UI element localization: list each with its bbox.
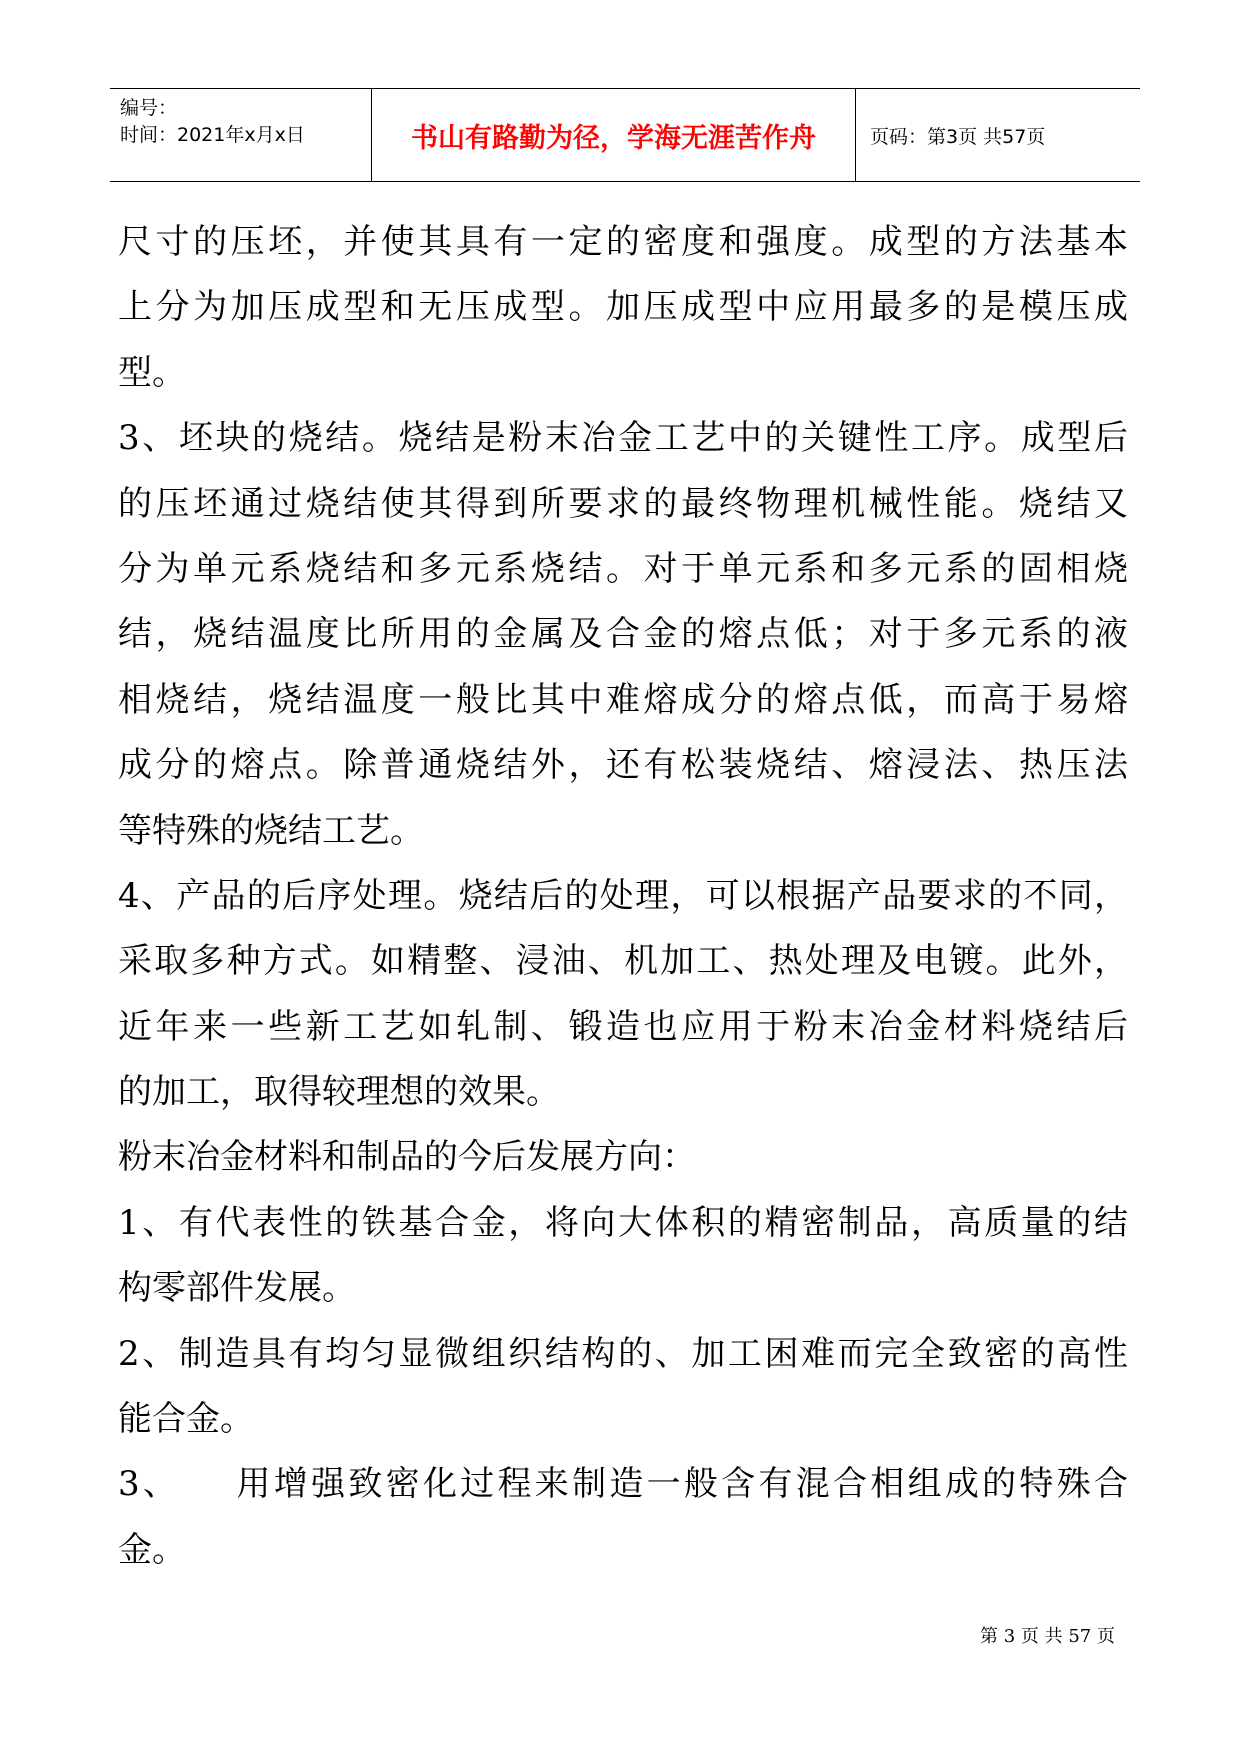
body-line: 型。: [118, 352, 186, 393]
body-line: 构零部件发展。: [118, 1268, 356, 1309]
header-motto: 书山有路勤为径，学海无涯苦作舟: [411, 122, 816, 154]
body-line: 尺寸的压坯，并使其具有一定的密度和强度。成型的方法基本: [118, 222, 1128, 262]
header-motto-cell: [372, 89, 856, 181]
body-line: 的压坯通过烧结使其得到所要求的最终物理机械性能。烧结又: [118, 483, 1128, 524]
body-line: 1、有代表性的铁基合金，将向大体积的精密制品，高质量的结: [118, 1202, 1128, 1243]
body-line: 4、产品的后序处理。烧结后的处理，可以根据产品要求的不同，: [118, 875, 1128, 916]
document-time-label: 时间：2021年x月x日: [120, 124, 305, 146]
body-line: 上分为加压成型和无压成型。加压成型中应用最多的是模压成: [118, 287, 1128, 328]
header-meta-cell: [110, 89, 372, 181]
body-line: 采取多种方式。如精整、浸油、机加工、热处理及电镀。此外，: [118, 941, 1128, 982]
body-line: 近年来一些新工艺如轧制、锻造也应用于粉末冶金材料烧结后: [118, 1006, 1128, 1047]
page-header: [110, 88, 1140, 182]
body-line: 3、坯块的烧结。烧结是粉末冶金工艺中的关键性工序。成型后: [118, 418, 1128, 459]
page-footer: 第 3 页 共 57 页: [980, 1626, 1115, 1647]
document-body: [118, 210, 1128, 1583]
body-line: 金。: [118, 1529, 186, 1570]
body-line: 的加工，取得较理想的效果。: [118, 1072, 560, 1113]
body-line: 成分的熔点。除普通烧结外，还有松装烧结、熔浸法、热压法: [118, 745, 1128, 786]
header-page-cell: [856, 89, 1140, 181]
body-line: 分为单元系烧结和多元系烧结。对于单元系和多元系的固相烧: [118, 548, 1128, 589]
body-line: 粉末冶金材料和制品的今后发展方向：: [118, 1137, 696, 1178]
body-line: 相烧结，烧结温度一般比其中难熔成分的熔点低，而高于易熔: [118, 679, 1128, 720]
header-page-info: 页码：第3页 共57页: [870, 125, 1046, 148]
body-line: 等特殊的烧结工艺。: [118, 810, 424, 851]
body-line: 结，烧结温度比所用的金属及合金的熔点低；对于多元系的液: [118, 614, 1128, 655]
body-line: 能合金。: [118, 1399, 254, 1440]
body-line: 3、 用增强致密化过程来制造一般含有混合相组成的特殊合: [118, 1464, 1128, 1505]
body-line: 2、制造具有均匀显微组织结构的、加工困难而完全致密的高性: [118, 1333, 1128, 1374]
document-number-label: 编号：: [120, 97, 178, 119]
